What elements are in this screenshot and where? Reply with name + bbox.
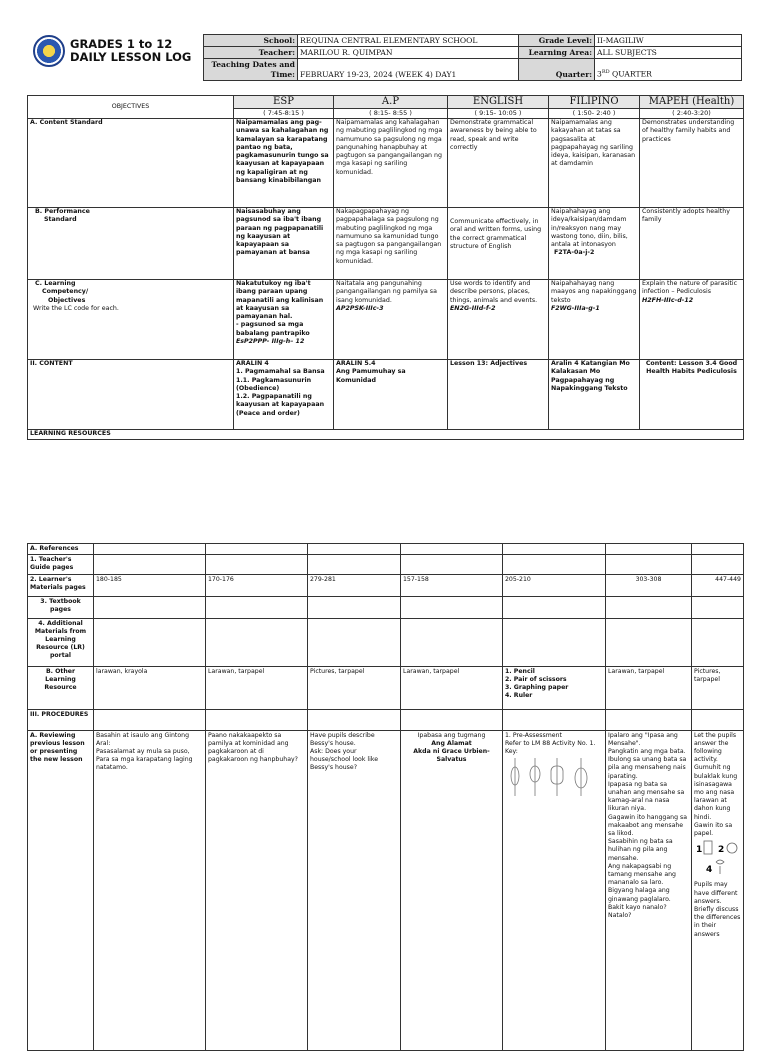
content-esp: ARALIN 4 1. Pagmamahal sa Bansa 1.1. Pagkamasunurin (Obedience) 1.2. Pagpapanatili ng kaayusan at kapayapaan (Peace and order) (234, 360, 334, 430)
performance-standard-esp: Naisasabuhay ang pagsunod sa iba't ibang paraan ng pagpapanatili ng kaayusan at kapayapaan sa pamayanan at bansa (234, 208, 334, 280)
time-mapeh: ( 2:40-3:20) (640, 109, 744, 119)
other-2: Larawan, tarpapel (206, 666, 308, 709)
performance-standard-filipino: Naipahahayag ang ideya/kaisipan/damdam in/reaksyon nang may wastong tono, diin, bilis, antala at intonasyon F2TA-0a-j-2 (549, 208, 640, 280)
quarter-value: 3RD QUARTER (595, 59, 742, 81)
references-label: A. References (28, 544, 94, 555)
area-label: Learning Area: (519, 47, 595, 59)
page-title: GRADES 1 to 12 DAILY LESSON LOG (70, 37, 192, 64)
competency-ap: Naitatala ang pangunahing pangangailangan ng pamilya sa isang komunidad. AP2PSK-IIIc-3 (334, 280, 448, 360)
time-filipino: ( 1:50- 2:40 ) (549, 109, 640, 119)
performance-standard-label: B. Performance Standard (28, 208, 234, 280)
area-value: ALL SUBJECTS (595, 47, 742, 59)
content-english: Lesson 13: Adjectives (448, 360, 549, 430)
lm-5: 205-210 (503, 574, 606, 596)
objectives-label: OBJECTIVES (28, 96, 234, 119)
time-english: ( 9:15- 10:05 ) (448, 109, 549, 119)
pre-assessment-sketch-image (505, 756, 601, 798)
performance-standard-row (28, 208, 744, 280)
lm-3: 279-281 (308, 574, 401, 596)
lm-2: 170-176 (206, 574, 308, 596)
deped-seal-logo (33, 35, 65, 67)
content-mapeh: Content: Lesson 3.4 Good Health Habits Pediculosis (640, 360, 744, 430)
review-label: A. Reviewing previous lesson or presenting the new lesson (28, 730, 94, 1050)
tg-label: 1. Teacher's Guide pages (28, 555, 94, 574)
content-row (28, 360, 744, 430)
subject-mapeh: MAPEH (Health) (640, 96, 744, 109)
content-standard-ap: Naipamamalas ang kahalagahan ng mabuting paglilingkod ng mga namumuno sa pagsulong ng mga pangunahing hanapbuhay at pagtugon sa pangangailangan ng mga kasapi ng sariling komunidad. (334, 119, 448, 208)
svg-text:4: 4 (706, 865, 713, 876)
learning-resources-label: LEARNING RESOURCES (28, 430, 744, 440)
other-resources-row (28, 666, 744, 709)
subject-filipino: FILIPINO (549, 96, 640, 109)
lm-1: 180-185 (94, 574, 206, 596)
review-mapeh: Let the pupils answer the following activity. Gumuhit ng bulaklak kung isinasagawa mo ang nasa larawan at dahon kung hindi. Gawin ito sa papel. 1 2 4 Pupils may have different answers. Briefly discuss the differences in their answers (692, 730, 744, 1050)
other-7: Pictures, tarpapel (692, 666, 744, 709)
school-value: REQUINA CENTRAL ELEMENTARY SCHOOL (298, 35, 519, 47)
dates-value: FEBRUARY 19-23, 2024 (WEEK 4) DAY1 (298, 59, 519, 81)
review-esp: Basahin at isaulo ang Gintong Aral: Pasasalamat ay mula sa puso, Para sa mga karapatang laging natatamo. (94, 730, 206, 1050)
other-label: B. Other Learning Resource (28, 666, 94, 709)
content-standard-esp: Naipamamalas ang pag-unawa sa kahalagahan ng kamalayan sa karapatang pantao ng bata, pagkamasunurin tungo sa kaayusan at kapayapaan ng kapaligiran at ng bansang kinabibilangan (234, 119, 334, 208)
lm-7: 447-449 (692, 574, 744, 596)
teacher-value: MARILOU R. QUIMPAN (298, 47, 519, 59)
content-filipino: Aralin 4 Katangian Mo Kalakasan Mo Pagpapahayag ng Napakinggang Teksto (549, 360, 640, 430)
content-standard-filipino: Naipamamalas ang kakayahan at tatas sa pagsasalita at pagpapahayag ng sariling ideya, kaisipan, karanasan at damdamin (549, 119, 640, 208)
procedures-label: III. PROCEDURES (28, 709, 94, 730)
content-label: II. CONTENT (28, 360, 234, 430)
resources-table (27, 543, 744, 1051)
competency-row (28, 280, 744, 360)
performance-standard-ap: Nakapagpapahayag ng pagpapahalaga sa pagsulong ng mabuting paglilingkod ng mga namumuno sa kamunidad tungo sa pagtugon sa pangangailangan ng mga kasapi ng sariling komunidad. (334, 208, 448, 280)
textbook-label: 3. Textbook pages (28, 596, 94, 618)
lm-4: 157-158 (401, 574, 503, 596)
competency-mapeh: Explain the nature of parasitic infection – Pediculosis H2FH-IIIc-d-12 (640, 280, 744, 360)
review-mathematics: 1. Pre-Assessment Refer to LM 88 Activity No. 1. Key: (503, 730, 606, 1050)
grade-value: II-MAGILIW (595, 35, 742, 47)
performance-standard-mapeh: Consistently adopts healthy family (640, 208, 744, 280)
competency-english: Use words to identify and describe persons, places, things, animals and events. EN2G-IIId-f-2 (448, 280, 549, 360)
review-row (28, 730, 744, 1050)
other-5: 1. Pencil 2. Pair of scissors 3. Graphing paper 4. Ruler (503, 666, 606, 709)
quarter-label: Quarter: (519, 59, 595, 81)
other-4: Larawan, tarpapel (401, 666, 503, 709)
subject-english: ENGLISH (448, 96, 549, 109)
content-standard-mapeh: Demonstrates understanding of healthy family habits and practices (640, 119, 744, 208)
header-table (203, 34, 742, 81)
svg-text:1: 1 (696, 845, 703, 856)
lm-label: 2. Learner's Materials pages (28, 574, 94, 596)
school-label: School: (204, 35, 298, 47)
subject-esp: ESP (234, 96, 334, 109)
objectives-table (27, 95, 744, 440)
activity-pictures-image (694, 838, 740, 878)
lm-row (28, 574, 744, 596)
content-standard-row (28, 119, 744, 208)
additional-label: 4. Additional Materials from Learning Resource (LR) portal (28, 618, 94, 666)
review-filipino-game: Ipalaro ang "Ipasa ang Mensahe". Pangkatin ang mga bata. Ibulong sa unang bata sa pila ang mensaheng nais iparating. Ipapasa ng bata sa unahan ang mensahe sa kamag-aral na nasa likuran niya. Gagawin ito hanggang sa makaabot ang mensahe sa likod. Sasabihin ng bata sa hulihan ng pila ang mensahe. Ang nakapagsabi ng tamang mensahe ang mananalo sa laro. Bigyang halaga ang ginawang paglalaro. Bakit kayo nanalo? Natalo? (606, 730, 692, 1050)
other-6: Larawan, tarpapel (606, 666, 692, 709)
content-ap: ARALIN 5.4 Ang Pamumuhay sa Komunidad (334, 360, 448, 430)
time-esp: ( 7:45-8:15 ) (234, 109, 334, 119)
dates-label: Teaching Dates and Time: (204, 59, 298, 81)
review-filipino: Ipabasa ang tugmang Ang Alamat Akda ni Grace Urbien-Salvatus (401, 730, 503, 1050)
svg-text:2: 2 (718, 845, 725, 856)
other-1: larawan, krayola (94, 666, 206, 709)
grade-label: Grade Level: (519, 35, 595, 47)
competency-filipino: Naipahahayag nang maayos ang napakinggang teksto F2WG-IIIa-g-1 (549, 280, 640, 360)
subject-ap: A.P (334, 96, 448, 109)
content-standard-english: Demonstrate grammatical awareness by being able to read, speak and write correctly (448, 119, 549, 208)
lm-6: 303-308 (606, 574, 692, 596)
content-standard-label: A. Content Standard (28, 119, 234, 208)
competency-esp: Nakatutukoy ng iba't ibang paraan upang mapanatili ang kalinisan at kaayusan sa pamayanan hal. - pagsunod sa mga babalang pantrapiko EsP2PPP- IIIg-h– 12 (234, 280, 334, 360)
performance-standard-english: Communicate effectively, in oral and written forms, using the correct grammatical structure of English (448, 208, 549, 280)
teacher-label: Teacher: (204, 47, 298, 59)
time-ap: ( 8:15- 8:55 ) (334, 109, 448, 119)
competency-label: C. Learning Competency/ Objectives Write the LC code for each. (28, 280, 234, 360)
review-english: Have pupils describe Bessy's house. Ask: Does your house/school look like Bessy's house? (308, 730, 401, 1050)
review-ap: Paano nakakaapekto sa pamilya at kominidad ang pagkakaroon at di pagkakaroon ng hanpbuhay? (206, 730, 308, 1050)
other-3: Pictures, tarpapel (308, 666, 401, 709)
